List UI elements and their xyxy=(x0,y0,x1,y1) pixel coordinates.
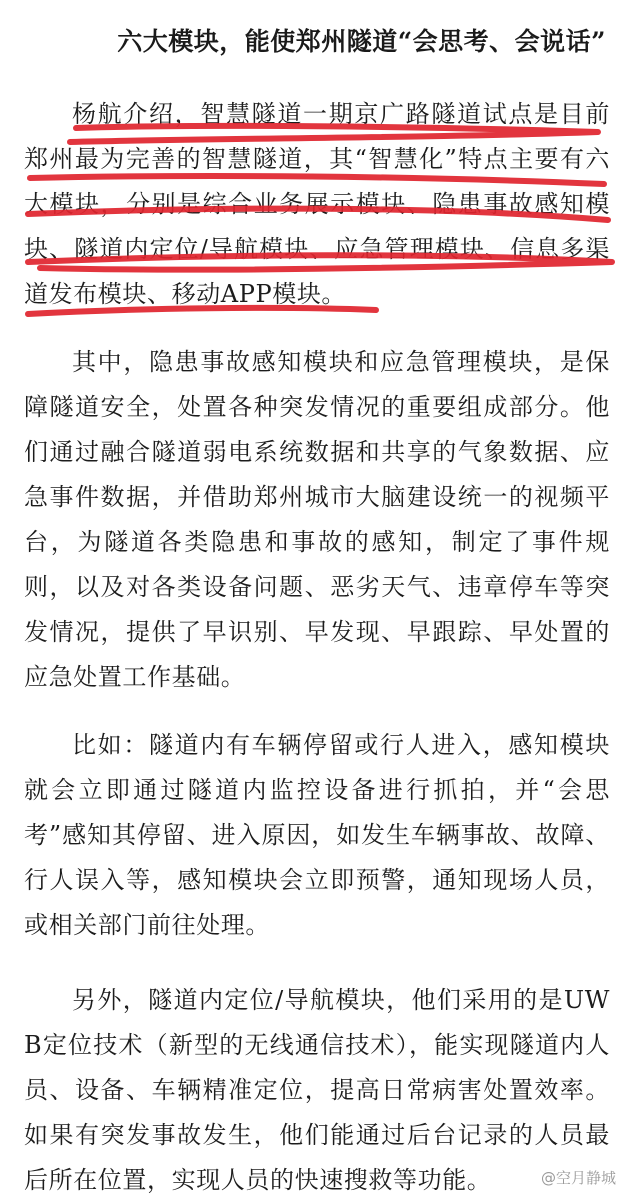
paragraph-safety-modules: 其中，隐患事故感知模块和应急管理模块，是保障隧道安全，处置各种突发情况的重要组成部分。他们通过融合隧道弱电系统数据和共享的气象数据、应急事件数据，并借助郑州城市大脑建设统一的视频平台，为隧道各类隐患和事故的感知，制定了事件规则，以及对各类设备问题、恶劣天气、违章停车等突发情况，提供了早识别、早发现、早跟踪、早处置的应急处置工作基础。 xyxy=(24,348,610,691)
watermark: @空月静城 xyxy=(540,1169,616,1187)
article-heading: 六大模块，能使郑州隧道“会思考、会说话” xyxy=(117,27,606,56)
paragraph-example: 比如：隧道内有车辆停留或行人进入，感知模块就会立即通过隧道内监控设备进行抓拍，并“会思考”感知其停留、进入原因，如发生车辆事故、故障、行人误入等，感知模块会立即预警，通知现场人员，或相关部门前往处理。 xyxy=(24,731,610,939)
paragraph-positioning: 另外，隧道内定位/导航模块，他们采用的是UWB定位技术（新型的无线通信技术），能实现隧道内人员、设备、车辆精准定位，提高日常病害处置效率。如果有突发事故发生，他们能通过后台记录的人员最后所在位置，实现人员的快速搜救等功能。 xyxy=(24,986,610,1194)
paragraph-intro: 杨航介绍，智慧隧道一期京广路隧道试点是目前郑州最为完善的智慧隧道，其“智慧化”特点主要有六大模块，分别是综合业务展示模块、隐患事故感知模块、隧道内定位/导航模块、应急管理模块、信息多渠道发布模块、移动APP模块。 xyxy=(24,100,610,308)
